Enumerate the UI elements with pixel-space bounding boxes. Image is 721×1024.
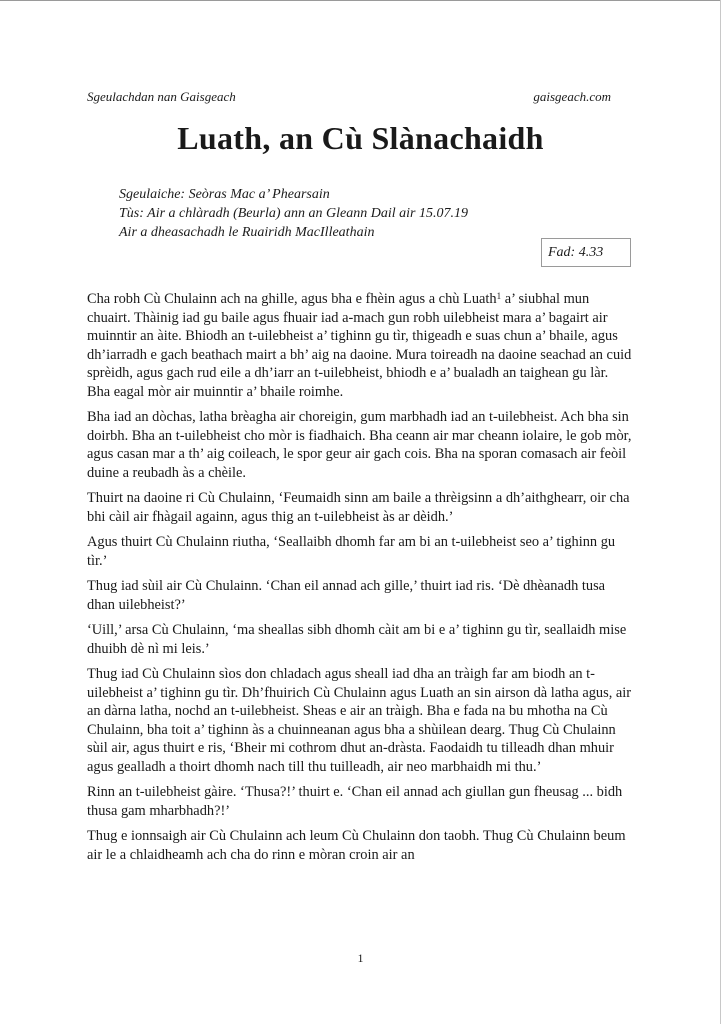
paragraph-2: Bha iad an dòchas, latha brèagha air choreigin, gum marbhadh iad an t-uilebheist. Ach bha sin doirbh. Bha an t-uilebheist cho mòr is fiadhaich. Bha ceann air mar cheann iolaire, le gob mòr, agus casan mar a th’ aig coileach, le spor geur air gach cois. Bha na sporan comasach air feòil duine a reubadh às a chèile. — [87, 409, 632, 481]
header-website: gaisgeach.com — [533, 89, 611, 104]
paragraph-8: Rinn an t-uilebheist gàire. ‘Thusa?!’ thuirt e. ‘Chan eil annad ach giullan gun fheusag ... bidh thusa gam mharbhadh?!’ — [87, 784, 623, 819]
length-value: 4.33 — [578, 245, 604, 260]
page-top-edge — [0, 0, 721, 1]
paragraph-3: Thuirt na daoine ri Cù Chulainn, ‘Feumaidh sinn am baile a thrèigsinn a dh’aithghearr, oir cha bhi càil air fhàgail againn, agus thig an t-uilebheist às ar dèidh.’ — [87, 490, 630, 525]
storyteller-line: Sgeulaiche: Seòras Mac a’ Phearsain — [119, 187, 330, 202]
paragraph-1-rest: a’ siubhal mun chuairt. Thàinig iad gu baile agus fhuair iad a-mach gun robh uilebheist mara a’ bagairt air muinntir an àite. Bhiodh an t-uilebheist a’ tighinn gu tìr, thigeadh e suas chun a’ bhaile, agus dh’iarradh e gach beathach mairt a bh’ aig na daoine. Mura toireadh na daoine seachad an cuid sprèidh, agus gach rud eile a dh’iarr an t-uilebheist, bhiodh e a’ bualadh an taighean gu làr. Bha eagal mòr air muinntir a’ bhaile roimhe. — [87, 291, 632, 400]
paragraph-7: Thug iad Cù Chulainn sìos don chladach agus sheall iad dha an tràigh far am biodh an t-uilebheist a’ tighinn gu tìr. Dh’fhuirich Cù Chulainn agus Luath an sin airson dà latha agus, air an dàrna latha, nochd an t-uilebheist. Sheas e air an tràigh. Bha e fada na bu mhotha na Cù Chulainn, bha toit a’ tighinn às a chuinneanan agus bha a shùilean dearg. Thug Cù Chulainn sùil air, agus thuirt e ris, ‘Bheir mi cothrom dhut an-dràsta. Faodaidh tu tilleadh dhan mhuir agus gealladh a thoirt dhomh nach till thu tuilleadh, air neo marbhaidh mi thu.’ — [87, 666, 632, 775]
paragraph-6: ‘Uill,’ arsa Cù Chulainn, ‘ma sheallas sibh dhomh càit am bi e a’ tighinn gu tìr, seallaidh mise dhuibh dè nì mi leis.’ — [87, 622, 627, 657]
length-label: Fad: — [548, 245, 576, 260]
footnote-marker[interactable]: 1 — [496, 291, 502, 301]
story-title: Luath, an Cù Slànachaidh — [177, 120, 544, 156]
paragraph-9: Thug e ionnsaigh air Cù Chulainn ach leum Cù Chulainn don taobh. Thug Cù Chulainn beum air le a chlaidheamh ach cha do rinn e mòran croin air an — [87, 828, 626, 863]
paragraph-5: Thug iad sùil air Cù Chulainn. ‘Chan eil annad ach gille,’ thuirt iad ris. ‘Dè dhèanadh tusa dhan uilebheist?’ — [87, 578, 606, 613]
header-series-title: Sgeulachdan nan Gaisgeach — [87, 89, 236, 104]
length-box — [541, 238, 631, 267]
story-metadata — [119, 185, 468, 242]
editor-line: Air a dheasachadh le Ruairidh MacIlleathain — [119, 225, 375, 240]
paragraph-1 — [87, 290, 632, 401]
paragraph-1-start: Cha robh Cù Chulainn ach na ghille, agus bha e fhèin agus a chù Luath — [87, 291, 497, 307]
page-number: 1 — [357, 951, 364, 965]
source-line: Tùs: Air a chlàradh (Beurla) ann an Gleann Dail air 15.07.19 — [119, 206, 468, 221]
story-body — [87, 290, 632, 871]
paragraph-4: Agus thuirt Cù Chulainn riutha, ‘Seallaibh dhomh far am bi an t-uilebheist seo a’ tighinn gu tìr.’ — [87, 534, 616, 569]
